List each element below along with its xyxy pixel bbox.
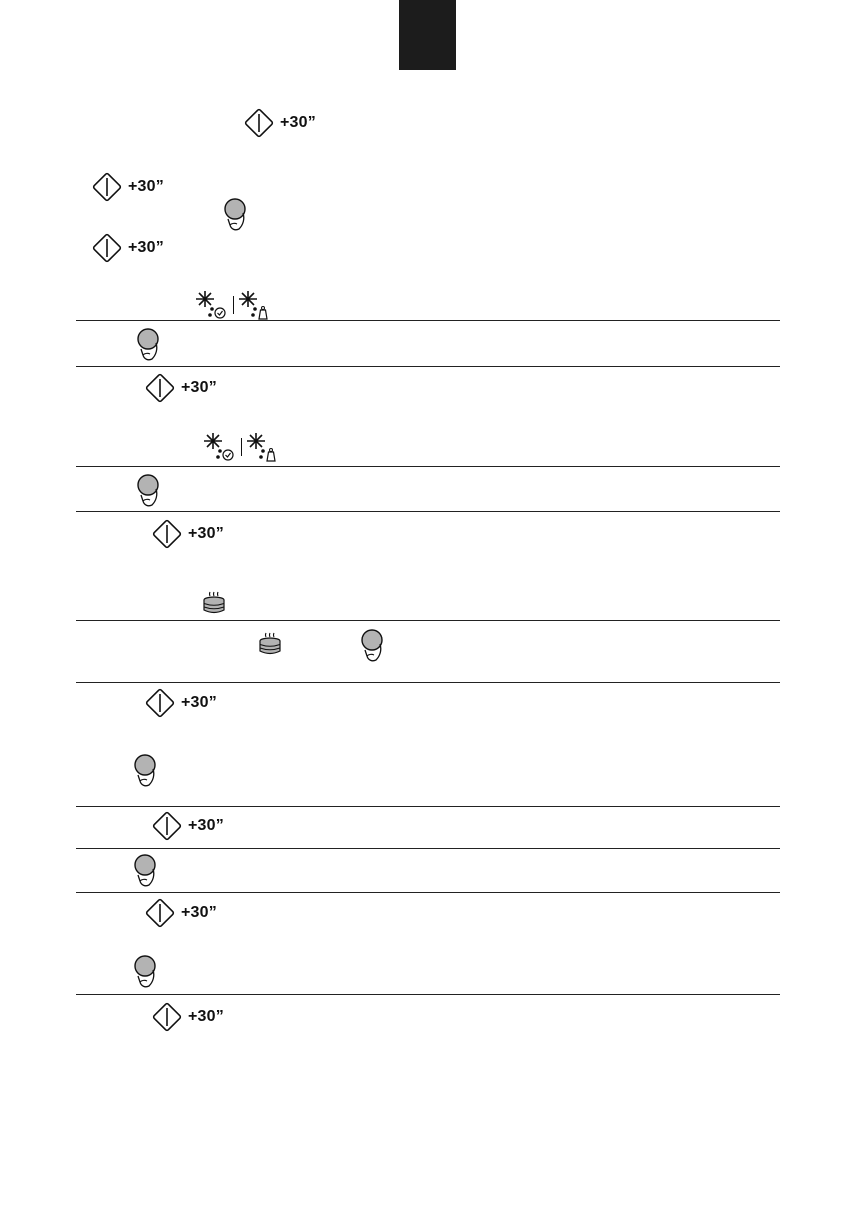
- start-plus30-label: +30”: [181, 379, 217, 396]
- defrost-by-weight-icon: [238, 290, 272, 320]
- start-diamond-icon: [143, 371, 177, 405]
- start-plus30-label: +30”: [128, 239, 164, 256]
- start-button-row-8[interactable]: [143, 896, 217, 930]
- start-plus30-label: +30”: [188, 525, 224, 542]
- page-corner-tab: [399, 0, 456, 70]
- defrost-by-weight-icon: [246, 432, 280, 462]
- divider-7: [76, 806, 780, 807]
- knob-row-7[interactable]: [133, 954, 159, 990]
- start-button-row-2[interactable]: [90, 170, 164, 204]
- start-button-row-7[interactable]: [150, 809, 224, 843]
- rotary-knob-hand-icon: [133, 853, 159, 889]
- start-diamond-icon: [242, 106, 276, 140]
- divider-6: [76, 682, 780, 683]
- divider-2: [76, 366, 780, 367]
- start-plus30-label: +30”: [128, 178, 164, 195]
- start-diamond-icon: [150, 1000, 184, 1034]
- rotary-knob-hand-icon: [360, 628, 386, 664]
- start-plus30-label: +30”: [280, 114, 316, 131]
- stacked-plates-icon: [202, 590, 226, 616]
- start-plus30-label: +30”: [181, 904, 217, 921]
- start-plus30-label: +30”: [188, 817, 224, 834]
- start-diamond-icon: [143, 896, 177, 930]
- knob-row-4[interactable]: [360, 628, 386, 664]
- divider-9: [76, 892, 780, 893]
- defrost-by-time-icon: [195, 290, 229, 320]
- start-button-row-4[interactable]: [143, 371, 217, 405]
- start-button-row-1[interactable]: [242, 106, 316, 140]
- rotary-knob-hand-icon: [133, 753, 159, 789]
- divider-8: [76, 848, 780, 849]
- rotary-knob-hand-icon: [133, 954, 159, 990]
- defrost-separator: [233, 296, 234, 314]
- knob-row-2[interactable]: [136, 327, 162, 363]
- start-button-row-3[interactable]: [90, 231, 164, 265]
- knob-row-5[interactable]: [133, 753, 159, 789]
- start-plus30-label: +30”: [188, 1008, 224, 1025]
- stacked-plates-icon: [258, 631, 282, 657]
- divider-3: [76, 466, 780, 467]
- divider-4: [76, 511, 780, 512]
- start-button-row-9[interactable]: [150, 1000, 224, 1034]
- rotary-knob-hand-icon: [136, 327, 162, 363]
- defrost-pair-row-1: [195, 290, 272, 320]
- rotary-knob-hand-icon: [223, 197, 249, 233]
- start-button-row-6[interactable]: [143, 686, 217, 720]
- divider-10: [76, 994, 780, 995]
- start-button-row-5[interactable]: [150, 517, 224, 551]
- start-diamond-icon: [150, 809, 184, 843]
- knob-row-1[interactable]: [223, 197, 249, 233]
- defrost-by-time-icon: [203, 432, 237, 462]
- start-diamond-icon: [143, 686, 177, 720]
- divider-5: [76, 620, 780, 621]
- rotary-knob-hand-icon: [136, 473, 162, 509]
- start-diamond-icon: [90, 170, 124, 204]
- plates-row-1: [202, 590, 226, 616]
- plates-row-2: [258, 631, 282, 657]
- divider-1: [76, 320, 780, 321]
- knob-row-6[interactable]: [133, 853, 159, 889]
- start-plus30-label: +30”: [181, 694, 217, 711]
- defrost-separator: [241, 438, 242, 456]
- start-diamond-icon: [90, 231, 124, 265]
- start-diamond-icon: [150, 517, 184, 551]
- knob-row-3[interactable]: [136, 473, 162, 509]
- defrost-pair-row-2: [203, 432, 280, 462]
